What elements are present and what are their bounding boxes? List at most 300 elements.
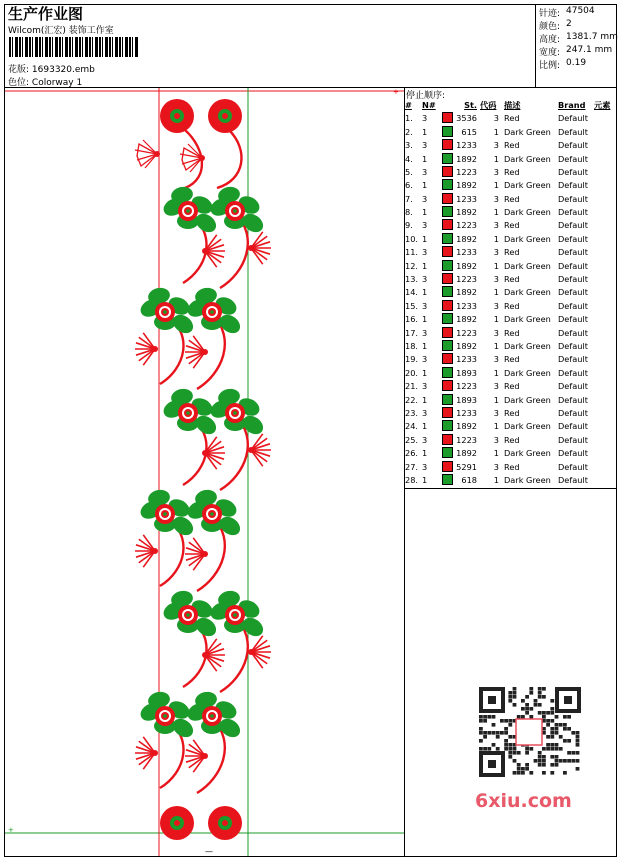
stat-label: 针迹: (539, 9, 561, 19)
description: Red (504, 166, 520, 177)
description: Dark Green (504, 180, 551, 191)
row-number: 13. (405, 274, 419, 285)
table-row (405, 152, 617, 165)
brand: Default (558, 300, 588, 311)
row-number: 20. (405, 367, 419, 378)
table-row (405, 139, 617, 152)
watermark-site: 6xiu.com (475, 790, 572, 812)
table-row (405, 407, 617, 420)
colorway-value: Colorway 1 (31, 78, 83, 88)
element (594, 474, 617, 487)
element (594, 434, 617, 447)
stitch-cell (442, 112, 480, 125)
needle-number: 1 (422, 448, 428, 459)
color-swatch (442, 367, 453, 378)
top-flowers (160, 99, 242, 133)
stitch-cell (442, 300, 480, 313)
row-number: 5. (405, 166, 413, 177)
stop-sequence-title: 停止顺序: (406, 91, 446, 101)
description: Dark Green (504, 394, 551, 405)
needle-number: 1 (422, 233, 428, 244)
table-row (405, 179, 617, 192)
needle-number: 3 (422, 113, 428, 124)
row-number: 24. (405, 421, 419, 432)
stitch-count: 5291 (456, 461, 477, 472)
barcode (9, 37, 139, 57)
color-swatch (442, 193, 453, 204)
needle-number: 3 (422, 140, 428, 151)
table-row (405, 380, 617, 393)
element (594, 126, 617, 139)
description: Red (504, 113, 520, 124)
code: 1 (493, 367, 499, 378)
stitch-count: 1233 (456, 300, 477, 311)
stitch-cell (442, 152, 480, 165)
brand: Default (558, 180, 588, 191)
stitch-cell (442, 206, 480, 219)
code: 1 (493, 421, 499, 432)
stats-panel (535, 4, 618, 88)
stitch-cell (442, 139, 480, 152)
element (594, 367, 617, 380)
color-swatch (442, 474, 453, 485)
row-number: 8. (405, 207, 413, 218)
color-swatch (442, 353, 453, 364)
needle-number: 1 (422, 394, 428, 405)
stitch-count: 1892 (456, 260, 477, 271)
element (594, 340, 617, 353)
stat-value: 0.19 (566, 58, 587, 68)
row-number: 27. (405, 461, 419, 472)
code: 1 (493, 126, 499, 137)
stitch-count: 1223 (456, 274, 477, 285)
row-number: 26. (405, 448, 419, 459)
row-number: 19. (405, 354, 419, 365)
element (594, 394, 617, 407)
brand: Default (558, 274, 588, 285)
brand: Default (558, 247, 588, 258)
needle-number: 3 (422, 166, 428, 177)
table-row (405, 206, 617, 219)
embroidery-preview (5, 88, 404, 856)
color-swatch (442, 206, 453, 217)
col-header: 元素 (594, 100, 611, 110)
motif-repeat (135, 286, 244, 389)
code: 3 (493, 407, 499, 418)
stitch-count: 1893 (456, 367, 477, 378)
table-row (405, 286, 617, 299)
needle-number: 1 (422, 340, 428, 351)
needle-number: 3 (422, 354, 428, 365)
element (594, 447, 617, 460)
stitch-cell (442, 460, 480, 473)
table-row (405, 447, 617, 460)
row-number: 3. (405, 140, 413, 151)
element (594, 273, 617, 286)
element (594, 380, 617, 393)
description: Dark Green (504, 287, 551, 298)
color-swatch (442, 340, 453, 351)
element (594, 313, 617, 326)
code: 3 (493, 274, 499, 285)
stitch-cell (442, 353, 480, 366)
row-number: 22. (405, 394, 419, 405)
colorway-label: 色位: (8, 78, 30, 88)
stitch-cell (442, 273, 480, 286)
stitch-count: 1223 (456, 220, 477, 231)
stitch-count: 1892 (456, 233, 477, 244)
color-swatch (442, 380, 453, 391)
description: Dark Green (504, 474, 551, 485)
stitch-count: 1223 (456, 381, 477, 392)
color-swatch (442, 447, 453, 458)
bottom-flowers (160, 806, 242, 840)
description: Red (504, 407, 520, 418)
color-swatch (442, 461, 453, 472)
row-number: 16. (405, 314, 419, 325)
brand: Default (558, 448, 588, 459)
code: 1 (493, 340, 499, 351)
code: 3 (493, 247, 499, 258)
stitch-cell (442, 166, 480, 179)
brand: Default (558, 354, 588, 365)
stat-label: 高度: (539, 35, 561, 45)
stitch-cell (442, 420, 480, 433)
needle-number: 1 (422, 474, 428, 485)
needle-number: 1 (422, 314, 428, 325)
stitch-count: 1892 (456, 207, 477, 218)
element (594, 286, 617, 299)
element (594, 112, 617, 125)
table-row (405, 313, 617, 326)
code: 1 (493, 448, 499, 459)
element (594, 179, 617, 192)
code: 1 (493, 207, 499, 218)
col-header: St. (464, 100, 477, 110)
needle-number: 1 (422, 260, 428, 271)
stat-value: 47504 (566, 6, 595, 16)
brand: Default (558, 394, 588, 405)
stitch-count: 1233 (456, 193, 477, 204)
code: 3 (493, 434, 499, 445)
table-row (405, 327, 617, 340)
file-info (8, 62, 95, 75)
brand: Default (558, 153, 588, 164)
needle-number: 1 (422, 367, 428, 378)
description: Dark Green (504, 421, 551, 432)
svg-text:+: + (8, 826, 14, 834)
brand: Default (558, 233, 588, 244)
table-row (405, 367, 617, 380)
row-number: 21. (405, 381, 419, 392)
description: Dark Green (504, 153, 551, 164)
brand: Default (558, 381, 588, 392)
stitch-cell (442, 394, 480, 407)
stitch-cell (442, 179, 480, 192)
stitch-cell (442, 407, 480, 420)
stitch-cell (442, 219, 480, 232)
element (594, 139, 617, 152)
description: Red (504, 354, 520, 365)
code: 3 (493, 461, 499, 472)
stitch-count: 1892 (456, 314, 477, 325)
stitch-count: 1892 (456, 421, 477, 432)
color-swatch (442, 313, 453, 324)
table-row (405, 420, 617, 433)
table-header (405, 99, 617, 112)
needle-number: 1 (422, 287, 428, 298)
stitch-count: 1893 (456, 394, 477, 405)
stitch-cell (442, 260, 480, 273)
needle-number: 1 (422, 421, 428, 432)
stitch-cell (442, 193, 480, 206)
table-bottom-border (405, 488, 617, 489)
stat-label: 颜色: (539, 22, 561, 32)
stitch-count: 1233 (456, 354, 477, 365)
element (594, 327, 617, 340)
stitch-count: 615 (461, 126, 477, 137)
color-swatch (442, 179, 453, 190)
color-swatch (442, 286, 453, 297)
row-number: 15. (405, 300, 419, 311)
element (594, 420, 617, 433)
file-value: 1693320.emb (31, 65, 95, 75)
needle-number: 1 (422, 126, 428, 137)
brand: Default (558, 461, 588, 472)
needle-number: 3 (422, 407, 428, 418)
code: 1 (493, 474, 499, 485)
needle-number: 3 (422, 247, 428, 258)
row-number: 9. (405, 220, 413, 231)
description: Red (504, 274, 520, 285)
stitch-count: 1892 (456, 153, 477, 164)
stitch-cell (442, 340, 480, 353)
element (594, 260, 617, 273)
motif-repeat (161, 185, 271, 288)
brand: Default (558, 113, 588, 124)
col-header: 描述 (504, 100, 521, 110)
motif-repeat (135, 690, 244, 793)
code: 3 (493, 381, 499, 392)
color-swatch (442, 153, 453, 164)
row-number: 6. (405, 180, 413, 191)
table-row (405, 246, 617, 259)
brand: Default (558, 220, 588, 231)
file-label: 花版: (8, 65, 30, 75)
stitch-count: 1892 (456, 340, 477, 351)
needle-number: 3 (422, 274, 428, 285)
color-swatch (442, 407, 453, 418)
code: 1 (493, 287, 499, 298)
stitch-count: 1233 (456, 407, 477, 418)
description: Red (504, 300, 520, 311)
col-header: N# (422, 100, 436, 110)
row-number: 25. (405, 434, 419, 445)
description: Red (504, 434, 520, 445)
stitch-cell (442, 313, 480, 326)
code: 3 (493, 193, 499, 204)
stitch-count: 3536 (456, 113, 477, 124)
needle-number: 3 (422, 193, 428, 204)
table-row (405, 193, 617, 206)
table-row (405, 434, 617, 447)
stat-value: 247.1 mm (566, 45, 613, 55)
stitch-count: 1233 (456, 247, 477, 258)
element (594, 233, 617, 246)
description: Red (504, 327, 520, 338)
svg-text:+: + (393, 88, 399, 96)
table-row (405, 166, 617, 179)
stitch-cell (442, 233, 480, 246)
code: 1 (493, 394, 499, 405)
code: 3 (493, 140, 499, 151)
col-header: Brand (558, 100, 586, 110)
needle-number: 3 (422, 461, 428, 472)
table-row (405, 340, 617, 353)
code: 3 (493, 113, 499, 124)
brand: Default (558, 287, 588, 298)
stitch-cell (442, 474, 480, 487)
code: 3 (493, 327, 499, 338)
brand: Default (558, 327, 588, 338)
motif-repeat (135, 488, 244, 591)
row-number: 17. (405, 327, 419, 338)
description: Dark Green (504, 207, 551, 218)
brand: Default (558, 207, 588, 218)
table-row (405, 460, 617, 473)
col-header: 代码 (480, 100, 497, 110)
row-number: 10. (405, 233, 419, 244)
element (594, 246, 617, 259)
stitch-count: 1223 (456, 327, 477, 338)
description: Red (504, 381, 520, 392)
color-swatch (442, 394, 453, 405)
needle-number: 3 (422, 300, 428, 311)
table-row (405, 394, 617, 407)
brand: Default (558, 193, 588, 204)
code: 1 (493, 233, 499, 244)
description: Red (504, 461, 520, 472)
element (594, 407, 617, 420)
stitch-count: 1233 (456, 140, 477, 151)
motif-repeat (161, 387, 271, 490)
code: 1 (493, 314, 499, 325)
code: 3 (493, 354, 499, 365)
color-swatch (442, 273, 453, 284)
description: Dark Green (504, 314, 551, 325)
stitch-cell (442, 126, 480, 139)
stitch-count: 1892 (456, 180, 477, 191)
code: 3 (493, 300, 499, 311)
brand: Default (558, 260, 588, 271)
brand: Default (558, 126, 588, 137)
stitch-cell (442, 246, 480, 259)
brand: Default (558, 407, 588, 418)
table-row (405, 300, 617, 313)
description: Dark Green (504, 367, 551, 378)
table-row (405, 260, 617, 273)
description: Dark Green (504, 340, 551, 351)
stitch-count: 1223 (456, 434, 477, 445)
brand: Default (558, 474, 588, 485)
needle-number: 1 (422, 207, 428, 218)
stitch-cell (442, 367, 480, 380)
qr-code (471, 681, 586, 781)
table-row (405, 112, 617, 125)
element (594, 206, 617, 219)
description: Dark Green (504, 126, 551, 137)
stitch-count: 1223 (456, 166, 477, 177)
stitch-cell (442, 380, 480, 393)
table-row (405, 353, 617, 366)
stop-sequence-table (405, 99, 617, 487)
description: Red (504, 220, 520, 231)
needle-number: 3 (422, 381, 428, 392)
row-number: 4. (405, 153, 413, 164)
code: 3 (493, 166, 499, 177)
color-swatch (442, 260, 453, 271)
needle-number: 1 (422, 153, 428, 164)
row-number: 28. (405, 474, 419, 485)
color-swatch (442, 420, 453, 431)
stitch-cell (442, 327, 480, 340)
stitch-count: 1892 (456, 448, 477, 459)
needle-number: 3 (422, 327, 428, 338)
needle-number: 3 (422, 434, 428, 445)
color-swatch (442, 126, 453, 137)
description: Dark Green (504, 448, 551, 459)
color-swatch (442, 246, 453, 257)
brand: Default (558, 140, 588, 151)
table-row (405, 126, 617, 139)
color-swatch (442, 219, 453, 230)
brand: Default (558, 166, 588, 177)
needle-number: 3 (422, 220, 428, 231)
stitch-cell (442, 434, 480, 447)
color-swatch (442, 139, 453, 150)
code: 1 (493, 180, 499, 191)
element (594, 353, 617, 366)
stat-label: 宽度: (539, 48, 561, 58)
motif-repeat (161, 589, 271, 692)
stat-value: 2 (566, 19, 572, 29)
stitch-count: 1892 (456, 287, 477, 298)
brand: Default (558, 367, 588, 378)
table-row (405, 233, 617, 246)
brand: Default (558, 421, 588, 432)
stat-label: 比例: (539, 61, 561, 71)
stitch-cell (442, 286, 480, 299)
row-number: 23. (405, 407, 419, 418)
table-row (405, 273, 617, 286)
description: Dark Green (504, 260, 551, 271)
color-swatch (442, 233, 453, 244)
col-header: # (405, 100, 412, 110)
page-title: 生产作业图 (8, 5, 84, 23)
row-number: 18. (405, 340, 419, 351)
element (594, 193, 617, 206)
needle-number: 1 (422, 180, 428, 191)
code: 1 (493, 260, 499, 271)
color-swatch (442, 300, 453, 311)
row-number: 1. (405, 113, 413, 124)
color-swatch (442, 434, 453, 445)
row-number: 11. (405, 247, 419, 258)
brand: Default (558, 314, 588, 325)
color-swatch (442, 166, 453, 177)
description: Red (504, 247, 520, 258)
stitch-cell (442, 447, 480, 460)
